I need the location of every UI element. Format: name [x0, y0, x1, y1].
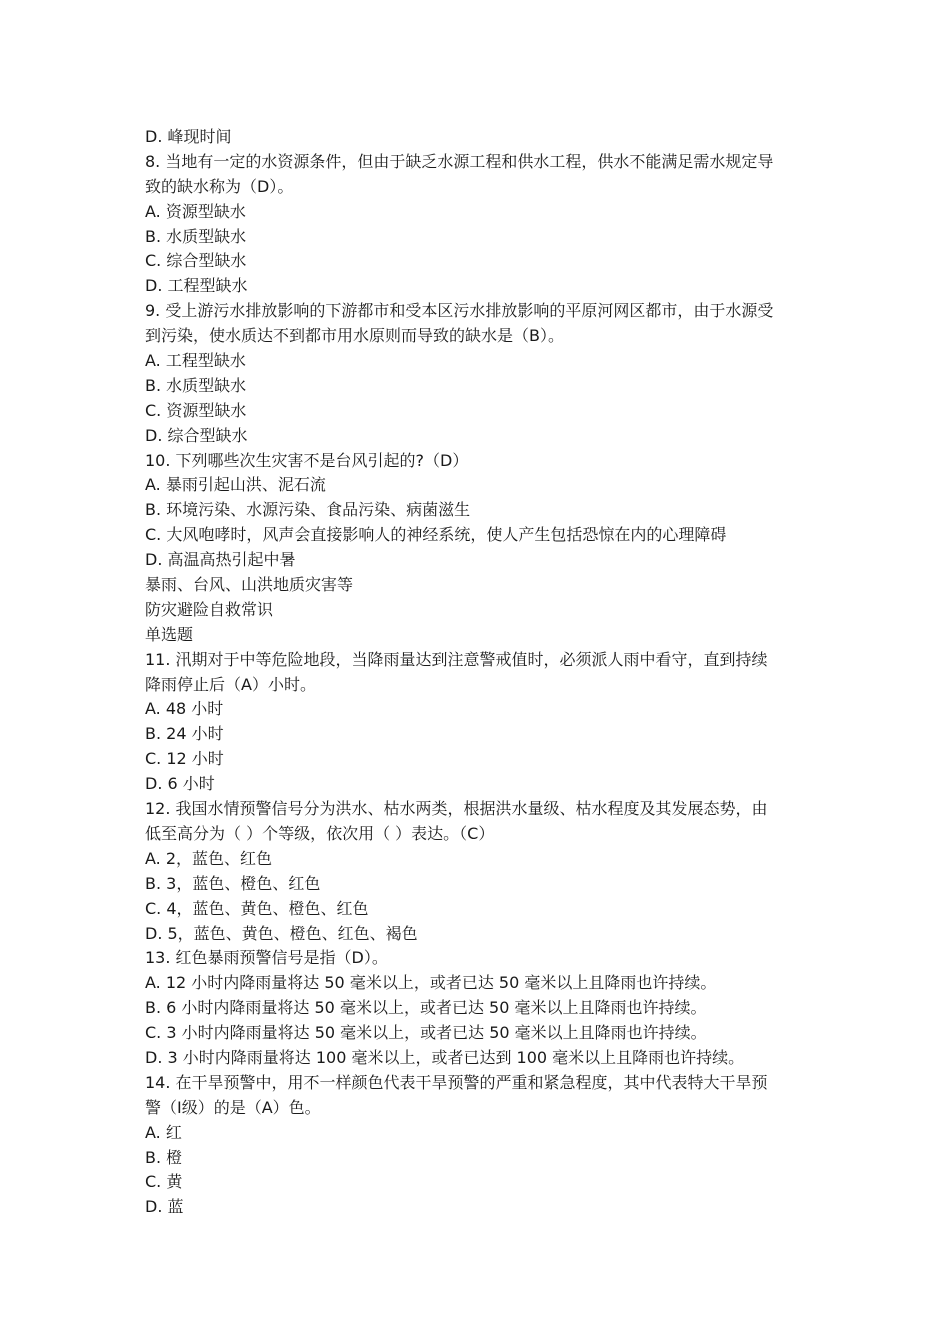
answer-option: D. 3 小时内降雨量将达 100 毫米以上，或者已达到 100 毫米以上且降雨也许持续。 — [145, 1047, 745, 1067]
question-text: 14. 在干旱预警中，用不一样颜色代表干旱预警的严重和紧急程度，其中代表特大干旱预 — [145, 1072, 768, 1092]
answer-option: D. 综合型缺水 — [145, 425, 248, 445]
question-text: 12. 我国水情预警信号分为洪水、枯水两类，根据洪水量级、枯水程度及其发展态势，由 — [145, 799, 768, 819]
answer-option: A. 资源型缺水 — [145, 201, 246, 221]
answer-option: B. 橙 — [145, 1147, 183, 1167]
answer-option: B. 6 小时内降雨量将达 50 毫米以上，或者已达 50 毫米以上且降雨也许持续。 — [145, 998, 707, 1018]
answer-option: A. 暴雨引起山洪、泥石流 — [145, 475, 326, 495]
section-heading: 暴雨、台风、山洪地质灾害等 — [145, 575, 354, 595]
answer-option: A. 2，蓝色、红色 — [145, 848, 273, 868]
answer-option: D. 工程型缺水 — [145, 276, 248, 296]
answer-option: A. 48 小时 — [145, 699, 224, 719]
answer-option: B. 水质型缺水 — [145, 226, 247, 246]
question-text: 到污染，使水质达不到都市用水原则而导致的缺水是（B）。 — [145, 326, 564, 346]
text-line: D. 峰现时间 — [145, 127, 232, 146]
answer-option: B. 3，蓝色、橙色、红色 — [145, 873, 321, 893]
answer-option: C. 黄 — [145, 1172, 183, 1192]
question-text: 9. 受上游污水排放影响的下游都市和受本区污水排放影响的平原河网区都市，由于水源受 — [145, 301, 774, 321]
document-page — [145, 125, 805, 1220]
answer-option: A. 红 — [145, 1122, 182, 1142]
answer-option: A. 12 小时内降雨量将达 50 毫米以上，或者已达 50 毫米以上且降雨也许持续。 — [145, 973, 717, 993]
answer-option: A. 工程型缺水 — [145, 351, 246, 371]
section-heading: 单选题 — [145, 624, 194, 644]
question-text: 致的缺水称为（D）。 — [145, 176, 294, 196]
answer-option: D. 高温高热引起中暑 — [145, 550, 296, 570]
answer-option: B. 24 小时 — [145, 724, 224, 744]
answer-option: C. 大风咆哮时，风声会直接影响人的神经系统，使人产生包括恐惊在内的心理障碍 — [145, 525, 727, 545]
section-heading: 防灾避险自救常识 — [145, 599, 274, 619]
answer-option: B. 环境污染、水源污染、食品污染、病菌滋生 — [145, 500, 471, 520]
question-text: 13. 红色暴雨预警信号是指（D）。 — [145, 948, 388, 968]
answer-option: C. 12 小时 — [145, 749, 224, 769]
question-text: 低至高分为（ ）个等级，依次用（ ）表达。（C） — [145, 823, 495, 843]
answer-option: C. 资源型缺水 — [145, 400, 247, 420]
question-text: 警（Ⅰ级）的是（A）色。 — [145, 1097, 321, 1117]
answer-option: D. 蓝 — [145, 1197, 184, 1217]
question-text: 10. 下列哪些次生灾害不是台风引起的?（D） — [145, 450, 469, 470]
answer-option: B. 水质型缺水 — [145, 375, 247, 395]
question-text: 8. 当地有一定的水资源条件，但由于缺乏水源工程和供水工程，供水不能满足需水规定导 — [145, 151, 774, 171]
answer-option: C. 3 小时内降雨量将达 50 毫米以上，或者已达 50 毫米以上且降雨也许持续。 — [145, 1023, 707, 1043]
answer-option: D. 5，蓝色、黄色、橙色、红色、褐色 — [145, 923, 418, 943]
answer-option: C. 4，蓝色、黄色、橙色、红色 — [145, 898, 369, 918]
answer-option: D. 6 小时 — [145, 774, 215, 794]
question-text: 11. 汛期对于中等危险地段，当降雨量达到注意警戒值时，必须派人雨中看守，直到持续 — [145, 649, 768, 669]
question-text: 降雨停止后（A）小时。 — [145, 674, 316, 694]
answer-option: C. 综合型缺水 — [145, 251, 247, 271]
